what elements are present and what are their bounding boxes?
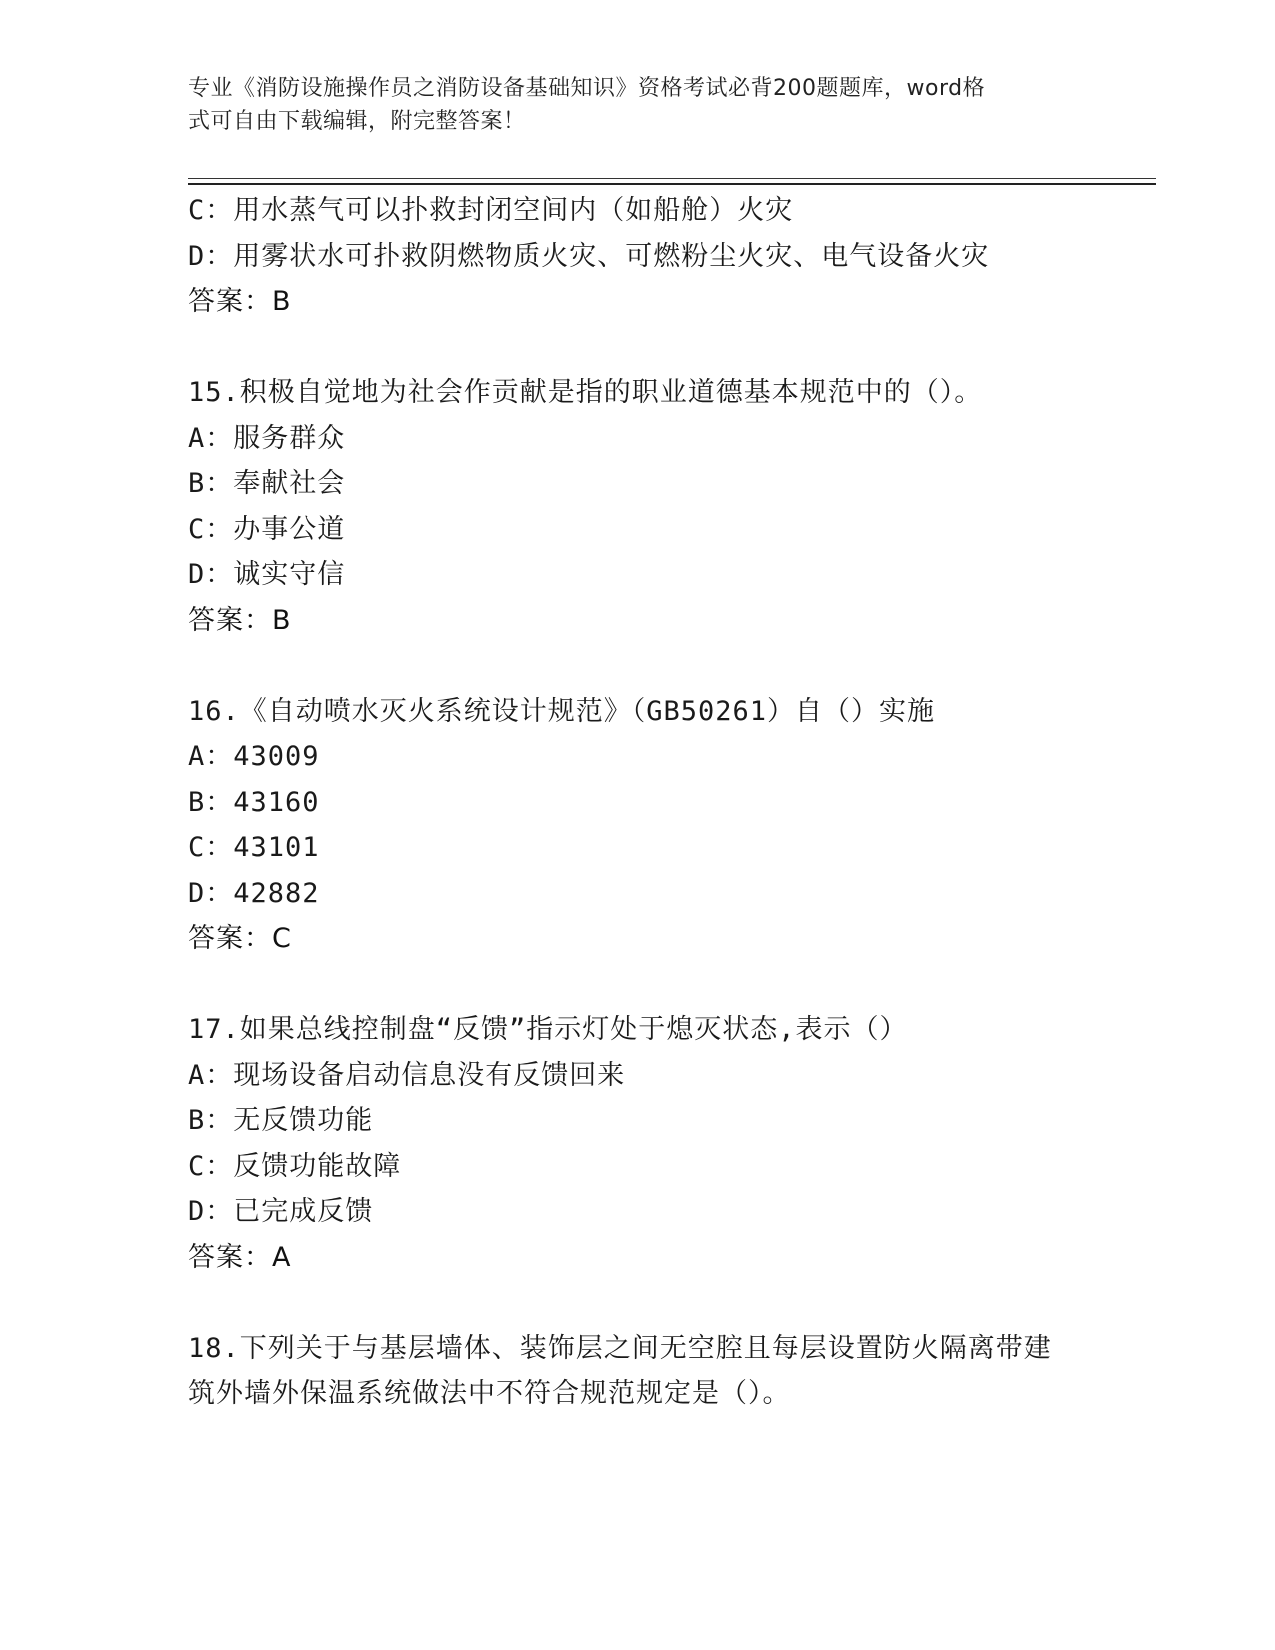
option-d: D：42882: [188, 877, 320, 909]
option-d: D：已完成反馈: [188, 1196, 374, 1227]
header-rule-thick: [188, 183, 1156, 185]
question-14-continued: [188, 188, 1148, 325]
question-stem: 15.积极自觉地为社会作贡献是指的职业道德基本规范中的（）。: [188, 377, 983, 408]
question-stem: 16.《自动喷水灭火系统设计规范》（GB50261）自（）实施: [188, 695, 936, 727]
option-d: D：用雾状水可扑救阴燃物质火灾、可燃粉尘火灾、电气设备火灾: [188, 240, 990, 272]
option-b: B：无反馈功能: [188, 1105, 374, 1136]
option-c: C：43101: [188, 832, 320, 863]
question-17: [188, 1007, 1148, 1280]
answer-line: 答案：A: [188, 1241, 292, 1273]
question-stem-line-2: 筑外墙外保温系统做法中不符合规范规定是（）。: [188, 1378, 791, 1409]
question-15: [188, 370, 1148, 643]
header-title-line-1: 专业《消防设施操作员之消防设备基础知识》资格考试必背200题题库，word格: [188, 76, 986, 101]
question-stem: 17.如果总线控制盘“反馈”指示灯处于熄灭状态,表示（）: [188, 1014, 908, 1045]
spacer: [188, 325, 1148, 371]
spacer: [188, 1280, 1148, 1326]
option-d: D：诚实守信: [188, 559, 346, 590]
option-b: B：43160: [188, 786, 320, 818]
question-16: [188, 689, 1148, 962]
option-c: C：用水蒸气可以扑救封闭空间内（如船舱）火灾: [188, 195, 794, 226]
question-stem-line-1: 18.下列关于与基层墙体、装饰层之间无空腔且每层设置防火隔离带建: [188, 1332, 1052, 1364]
option-a: A：43009: [188, 741, 320, 772]
option-c: C：办事公道: [188, 513, 346, 545]
question-list: [188, 188, 1148, 1417]
answer-line: 答案：B: [188, 604, 292, 636]
option-b: B：奉献社会: [188, 468, 346, 499]
answer-line: 答案：C: [188, 923, 292, 954]
document-header: [188, 72, 1088, 138]
answer-line: 答案：B: [188, 286, 292, 317]
option-c: C：反馈功能故障: [188, 1150, 402, 1182]
spacer: [188, 962, 1148, 1008]
option-a: A：服务群众: [188, 422, 346, 454]
header-rule-thin: [188, 178, 1156, 179]
option-a: A：现场设备启动信息没有反馈回来: [188, 1059, 626, 1091]
question-18: [188, 1326, 1148, 1417]
spacer: [188, 643, 1148, 689]
header-title-line-2: 式可自由下载编辑，附完整答案！: [188, 109, 526, 134]
